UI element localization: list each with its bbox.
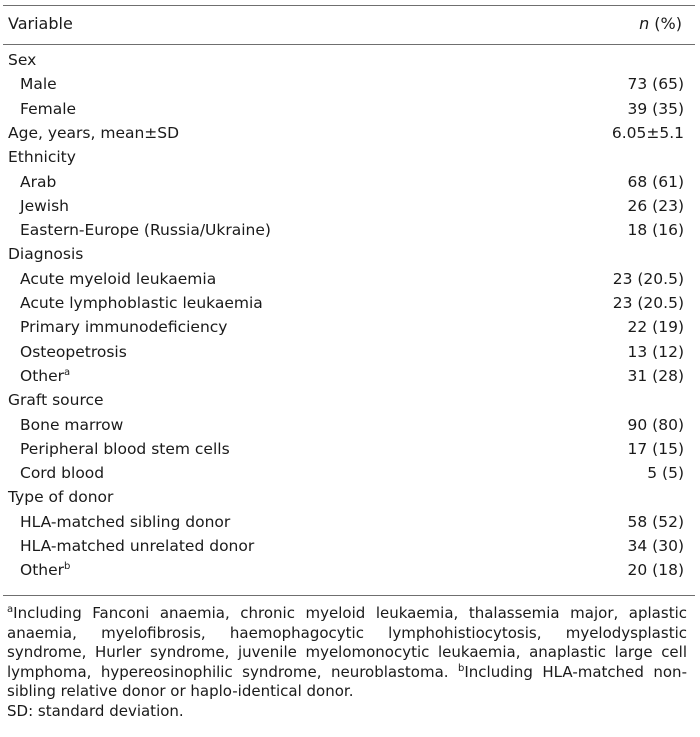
footnote-a-text: Including Fanconi anaemia, chronic myeloid leukaemia, thalassemia major, aplastic anaemia, myelofibrosis, haemophagocytic lymphohistiocytosis, myelodysplastic syndrome, Hurler syndrome, juvenile myelomonocytic leukaemia, anaplastic large cell lymphoma, hypereosinophilic syndrome, neuroblastoma. [7,604,687,681]
row-label-text: Acute lymphoblastic leukaemia [20,294,263,312]
row-value: 18 (16) [627,221,684,240]
row-value: 31 (28) [627,366,684,385]
table-row [0,437,700,461]
row-label [8,242,83,266]
bottom-rule [3,595,695,596]
row-label [20,364,70,388]
row-label [20,291,263,315]
table-section-row [0,485,700,509]
row-label-text: Arab [20,172,57,191]
row-label-text: Cord blood [20,464,105,483]
row-label [20,534,254,558]
row-label-text: Age, years, mean±SD [8,123,180,142]
row-label-text: Acute myeloid leukaemia [20,269,217,288]
table-row [0,340,700,364]
row-label-text: Jewish [20,196,69,215]
row-label [20,194,69,218]
row-label [8,48,36,72]
header-n-percent [639,14,682,33]
row-value: 26 (23) [627,196,684,215]
row-value: 23 (20.5) [612,269,684,288]
table-row [0,510,700,534]
footnote-a-b [7,604,687,702]
row-label-text: Type of donor [8,488,114,507]
row-label-text: Female [20,99,77,118]
table-row [0,97,700,121]
row-label [20,437,230,461]
row-value: 90 (80) [627,415,684,434]
row-label-text: Diagnosis [8,245,84,264]
header-n: n [639,14,650,33]
row-label-text: Peripheral blood stem cells [20,439,230,458]
row-label-text: Bone marrow [20,415,124,434]
table-row [0,72,700,96]
row-label [8,485,113,509]
row-value: 6.05±5.1 [611,123,684,142]
table-row [0,218,700,242]
row-label-text: Ethnicity [8,148,76,167]
table-section-row [0,121,700,145]
table-section-row [0,242,700,266]
row-label [20,510,230,534]
table-section-row [0,145,700,169]
row-label-text: Male [20,75,57,94]
table-section-row [0,388,700,412]
row-label-text: Sex [8,51,37,69]
footnote-sd: SD: standard deviation. [7,701,184,720]
table-section-row [0,48,700,72]
row-label [20,97,76,121]
table-row [0,461,700,485]
row-label-text: HLA-matched sibling donor [20,512,231,531]
row-value: 13 (12) [627,342,684,361]
row-label-text: Osteopetrosis [20,342,127,361]
footnote-a-mark: a [7,604,14,615]
table-row [0,413,700,437]
row-value: 22 (19) [627,318,684,337]
row-value: 23 (20.5) [612,294,684,312]
row-label [8,121,179,145]
row-label-text: Other [20,561,65,580]
footnote-marker: b [64,561,71,573]
row-value: 34 (30) [627,537,684,555]
row-label [20,461,104,485]
header-pct: (%) [649,14,682,33]
row-label [8,388,104,412]
row-value: 5 (5) [647,464,684,483]
table-row [0,534,700,558]
footnote-marker: a [64,366,71,378]
row-value: 58 (52) [627,512,684,531]
table-row [0,315,700,339]
top-rule [3,5,695,6]
header-variable: Variable [8,14,73,33]
row-value: 68 (61) [627,172,684,191]
table-row [0,267,700,291]
row-label-text: Eastern-Europe (Russia/Ukraine) [20,221,271,240]
table-row [0,170,700,194]
row-value: 20 (18) [627,561,684,580]
row-label-text: HLA-matched unrelated donor [20,537,255,555]
row-value: 39 (35) [627,99,684,118]
row-label [20,315,227,339]
row-label-text: Other [20,366,65,385]
row-label [20,340,127,364]
header-rule [3,44,695,45]
footnotes [7,604,687,721]
row-value: 73 (65) [627,75,684,94]
row-label [20,170,56,194]
row-label [20,267,216,291]
table-row [0,291,700,315]
row-label-text: Graft source [8,391,104,410]
row-label-text: Primary immunodeficiency [20,318,228,337]
table-row [0,558,700,582]
row-value: 17 (15) [627,439,684,458]
row-label [20,72,57,96]
footnote-b-mark: b [458,662,465,674]
table-row [0,194,700,218]
row-label [20,413,123,437]
table-row [0,364,700,388]
row-label [20,558,70,582]
row-label [20,218,271,242]
row-label [8,145,76,169]
footnote-b-text: Including HLA-matched non-sibling relative donor or haplo-identical donor. [7,662,687,700]
